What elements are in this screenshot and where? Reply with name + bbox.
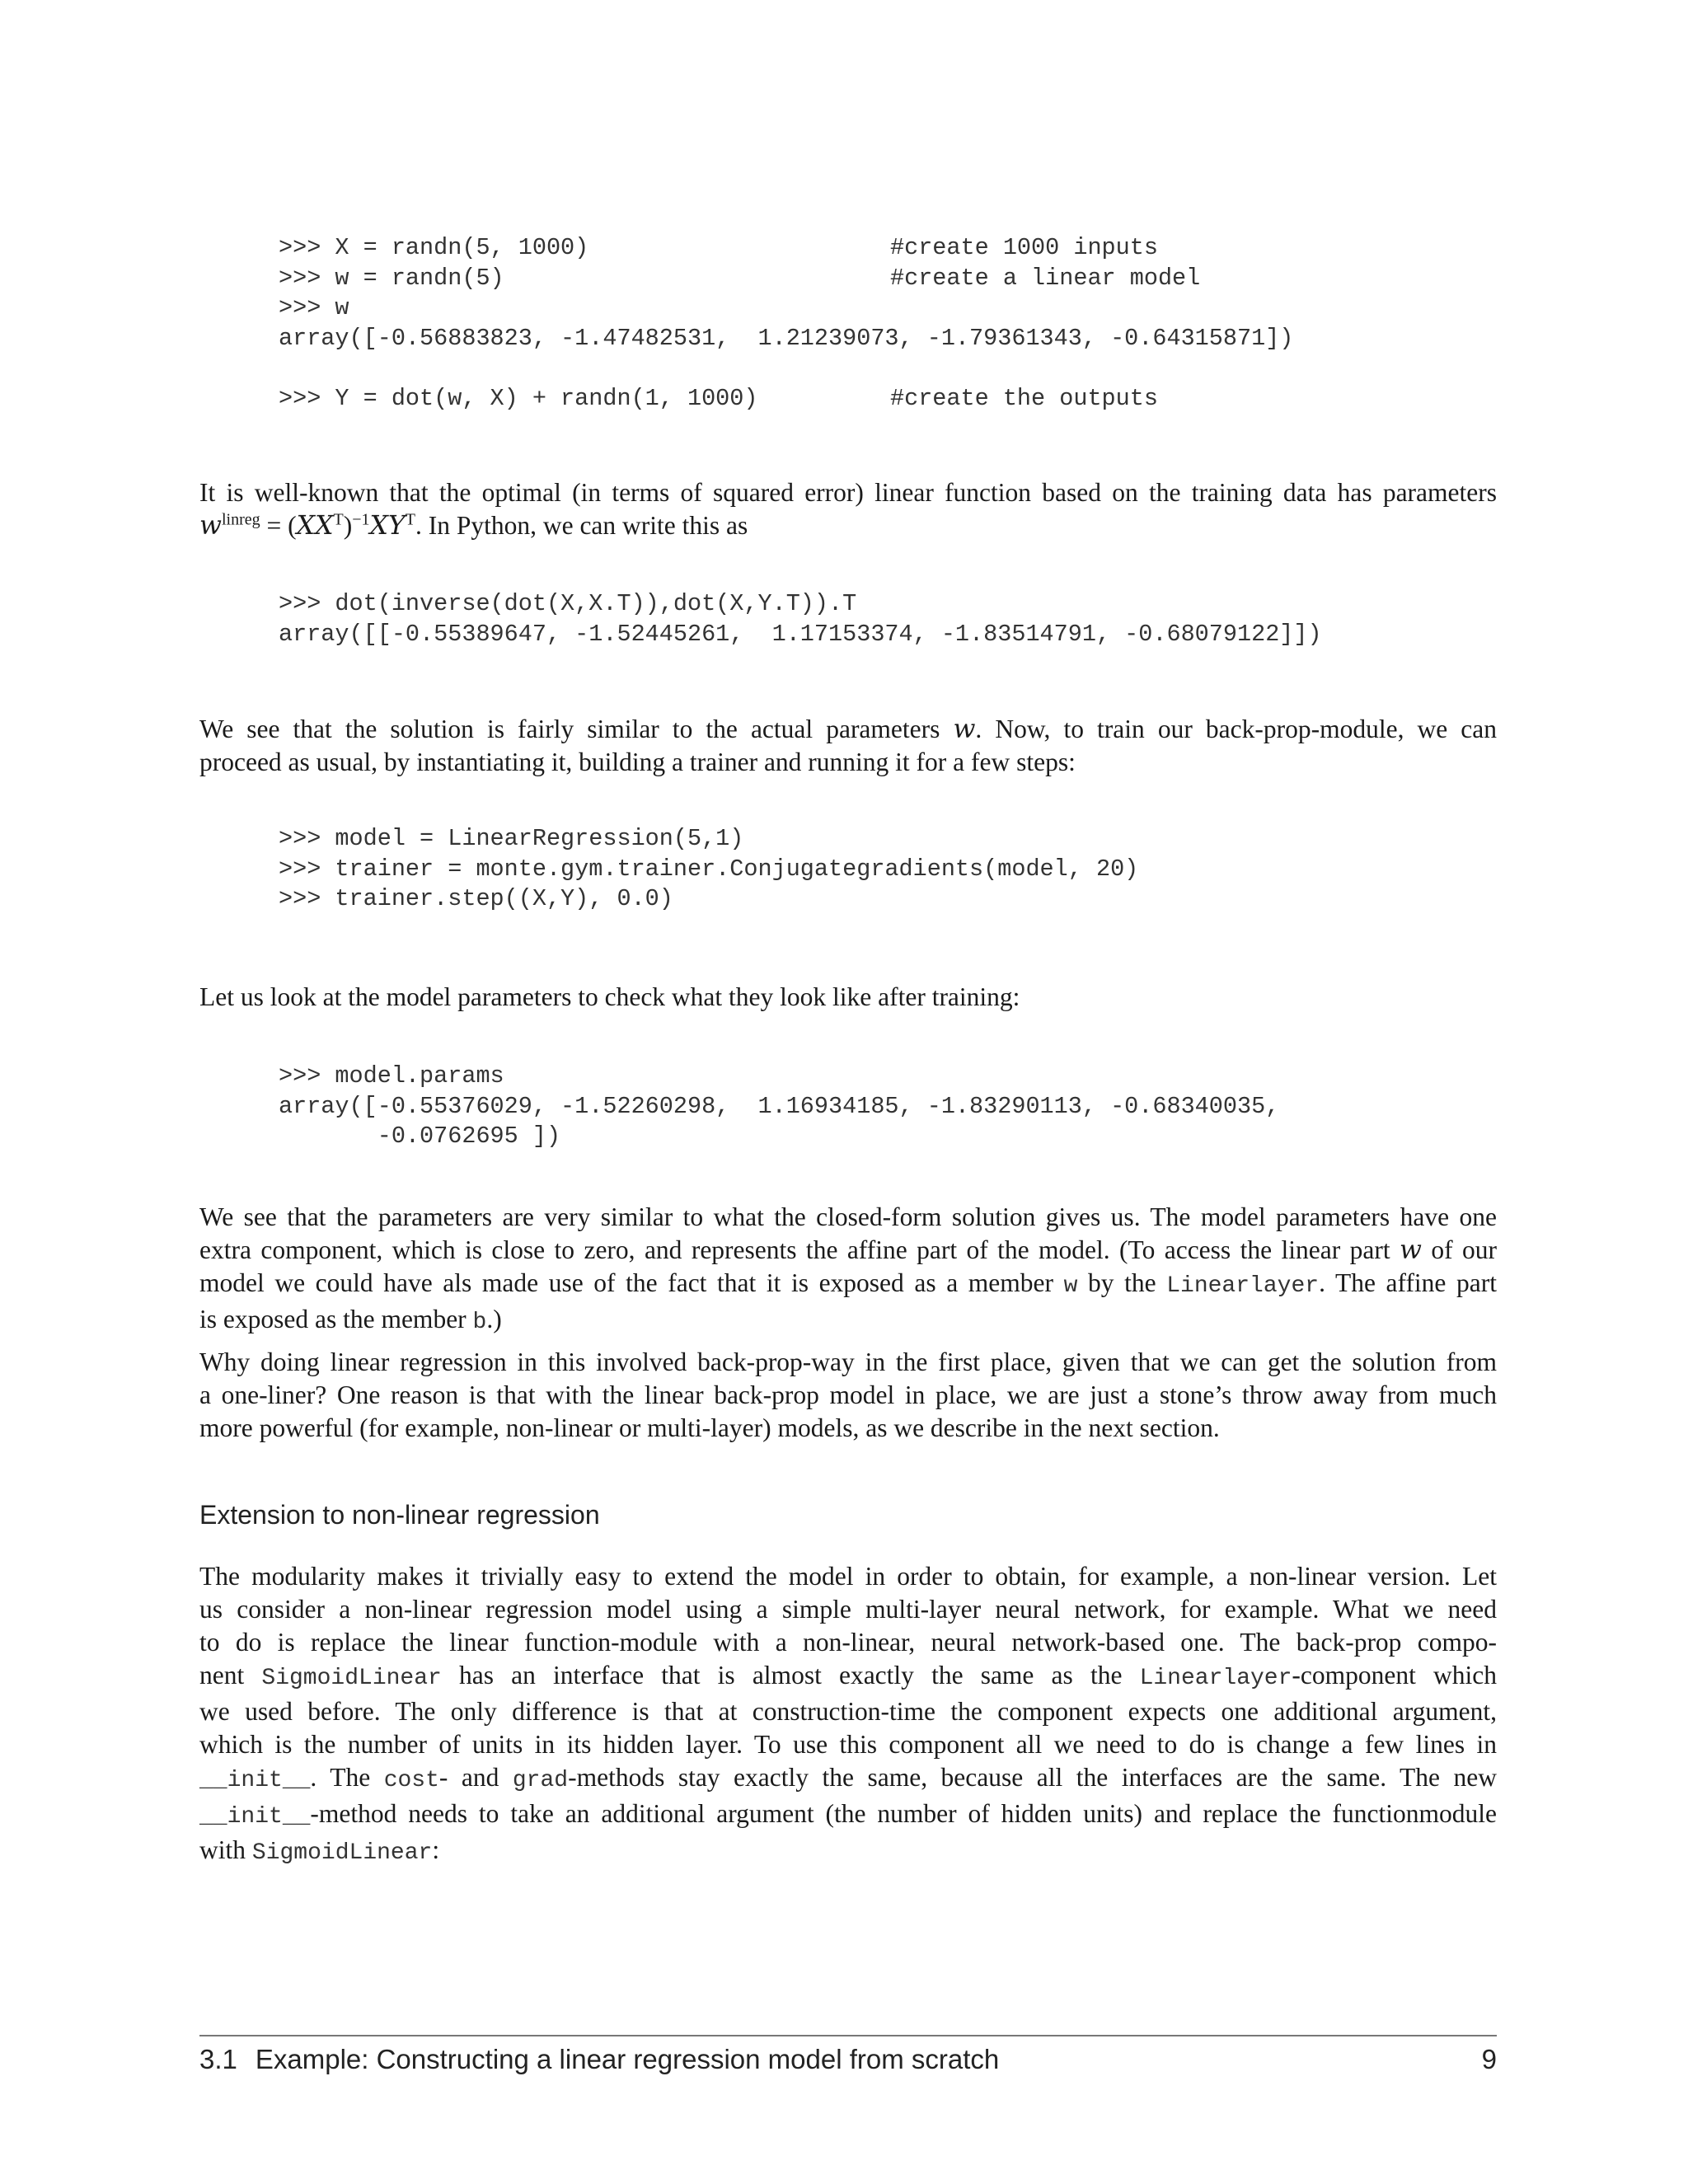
text-fragment: : bbox=[432, 1835, 440, 1864]
footer-section-title: Example: Constructing a linear regression model from scratch bbox=[255, 2044, 1000, 2074]
code-block-4 bbox=[279, 1062, 1279, 1152]
text-line: Why doing linear regression in this involved back-prop-way in the first place, given that we can get the solution from bbox=[199, 1347, 1497, 1376]
text-fragment: We see that the solution is fairly similar to the actual parameters bbox=[199, 715, 954, 743]
code-text: array([-0.56883823, -1.47482531, 1.21239073, -1.79361343, -0.64315871]) bbox=[279, 324, 1294, 352]
code-line: >>> model.params bbox=[279, 1062, 504, 1090]
text-line: Let us look at the model parameters to check what they look like after training: bbox=[199, 982, 1020, 1011]
paragraph-solution-similar bbox=[199, 713, 1497, 779]
text-fragment: -methods stay exactly the same, because all the interfaces are the same. The new bbox=[568, 1763, 1497, 1792]
math-inverse: −1 bbox=[352, 510, 370, 529]
text-fragment: . Now, to train our back-prop-module, we can bbox=[975, 715, 1498, 743]
inline-code: grad bbox=[512, 1768, 569, 1793]
math-sup-linreg: linreg bbox=[221, 510, 260, 529]
code-line: >>> dot(inverse(dot(X,X.T)),dot(X,Y.T)).T bbox=[279, 590, 857, 617]
text-line bbox=[199, 1303, 1497, 1339]
text-fragment: by the bbox=[1077, 1268, 1167, 1297]
math-var-w: w bbox=[953, 715, 976, 744]
text-line: which is the number of units in its hidden layer. To use this component all we need to do is change a few lines in bbox=[199, 1730, 1497, 1759]
inline-code: Linearlayer bbox=[1139, 1666, 1292, 1691]
code-text: >>> X = randn(5, 1000) bbox=[279, 234, 589, 261]
code-line: >>> trainer = monte.gym.trainer.Conjugategradients(model, 20) bbox=[279, 855, 1139, 883]
text-fragment: has an interface that is almost exactly the same as the bbox=[441, 1661, 1140, 1690]
code-line bbox=[279, 293, 1293, 324]
code-comment: #create a linear model bbox=[890, 264, 1201, 292]
paragraph-closed-form bbox=[199, 1201, 1497, 1339]
code-line bbox=[279, 384, 1293, 415]
text-fragment: nent bbox=[199, 1661, 262, 1690]
text-fragment: .) bbox=[486, 1305, 502, 1333]
text-line: us consider a non-linear regression model using a simple multi-layer neural network, for example. What we need bbox=[199, 1595, 1497, 1624]
math-var-w: w bbox=[199, 511, 222, 541]
inline-code: Linearlayer bbox=[1166, 1273, 1320, 1299]
code-comment: #create the outputs bbox=[890, 384, 1158, 412]
text-line: It is well-known that the optimal (in terms of squared error) linear function based on the training data has parameters bbox=[199, 478, 1497, 507]
inline-code: __init__ bbox=[199, 1768, 311, 1793]
text-line bbox=[199, 1659, 1497, 1695]
text-line bbox=[199, 509, 1497, 542]
subsection-heading: Extension to non-linear regression bbox=[199, 1500, 600, 1530]
footer-section-number: 3.1 bbox=[199, 2044, 237, 2074]
inline-code: SigmoidLinear bbox=[251, 1840, 433, 1866]
text-line: proceed as usual, by instantiating it, building a trainer and running it for a few steps: bbox=[199, 748, 1076, 776]
math-transpose: T bbox=[405, 510, 415, 529]
code-block-3 bbox=[279, 824, 1138, 915]
inline-code: __init__ bbox=[199, 1804, 311, 1830]
code-line: >>> trainer.step((X,Y), 0.0) bbox=[279, 885, 673, 912]
text-line bbox=[199, 1761, 1497, 1797]
code-line bbox=[279, 233, 1293, 264]
text-fragment: . The bbox=[310, 1763, 384, 1792]
text-line: The modularity makes it trivially easy to extend the model in order to obtain, for example, a non-linear version. Let bbox=[199, 1562, 1497, 1591]
inline-code: SigmoidLinear bbox=[261, 1666, 442, 1691]
math-text: = ( bbox=[260, 511, 297, 540]
text-fragment: - and bbox=[438, 1763, 513, 1792]
text-line bbox=[199, 1234, 1497, 1267]
code-comment: #create 1000 inputs bbox=[890, 234, 1158, 261]
code-line: array([[-0.55389647, -1.52445261, 1.17153374, -1.83514791, -0.68079122]]) bbox=[279, 620, 1322, 648]
inline-code: w bbox=[1063, 1273, 1078, 1299]
text-fragment: of our bbox=[1421, 1235, 1497, 1264]
paragraph-why-backprop bbox=[199, 1346, 1497, 1445]
code-line bbox=[279, 324, 1293, 354]
text-fragment: model we could have als made use of the fact that it is exposed as a member bbox=[199, 1268, 1064, 1297]
code-text: >>> w bbox=[279, 294, 349, 321]
text-fragment: . The affine part bbox=[1319, 1268, 1497, 1297]
footer-section bbox=[199, 2044, 999, 2075]
math-transpose: T bbox=[333, 510, 344, 529]
text-line bbox=[199, 1797, 1497, 1834]
inline-code: cost bbox=[383, 1768, 439, 1793]
text-line: to do is replace the linear function-module with a non-linear, neural network-based one. The back-prop compo- bbox=[199, 1628, 1497, 1657]
page-number: 9 bbox=[1481, 2044, 1497, 2074]
text-line bbox=[199, 713, 1497, 746]
code-line bbox=[279, 264, 1293, 294]
paragraph-look-params bbox=[199, 981, 1497, 1014]
text-line: We see that the parameters are very similar to what the closed-form solution gives us. The model parameters have one bbox=[199, 1202, 1497, 1231]
math-var-xy: XY bbox=[369, 511, 406, 541]
text-fragment: extra component, which is close to zero, and represents the affine part of the model. (To access the linear part bbox=[199, 1235, 1400, 1264]
inline-code: b bbox=[472, 1310, 487, 1335]
text-line bbox=[199, 1834, 1497, 1870]
code-line: >>> model = LinearRegression(5,1) bbox=[279, 825, 744, 852]
code-line: array([-0.55376029, -1.52260298, 1.16934185, -1.83290113, -0.68340035, bbox=[279, 1092, 1280, 1120]
math-var-w: w bbox=[1399, 1235, 1422, 1265]
text-fragment: -method needs to take an additional argument (the number of hidden units) and replace the functionmodule bbox=[310, 1799, 1497, 1828]
text-fragment: is exposed as the member bbox=[199, 1305, 473, 1333]
text-line: a one-liner? One reason is that with the linear back-prop model in place, we are just a stone’s throw away from much bbox=[199, 1380, 1497, 1409]
text-fragment: with bbox=[199, 1835, 252, 1864]
code-text: >>> Y = dot(w, X) + randn(1, 1000) bbox=[279, 384, 758, 412]
text-line bbox=[199, 1267, 1497, 1303]
text-line: more powerful (for example, non-linear or multi-layer) models, as we describe in the next section. bbox=[199, 1413, 1220, 1442]
code-block-2 bbox=[279, 589, 1322, 649]
math-text: ) bbox=[343, 511, 353, 540]
paragraph-optimal-linear bbox=[199, 476, 1497, 542]
footer-rule bbox=[199, 2035, 1497, 2036]
text-fragment: . In Python, we can write this as bbox=[415, 511, 748, 540]
paragraph-modularity bbox=[199, 1560, 1497, 1870]
code-line: -0.0762695 ]) bbox=[279, 1122, 561, 1150]
text-line: we used before. The only difference is that at construction-time the component expects one additional argument, bbox=[199, 1697, 1497, 1726]
code-line bbox=[279, 354, 1293, 384]
code-block-1 bbox=[279, 233, 1293, 414]
text-fragment: -component which bbox=[1292, 1661, 1498, 1690]
code-text: >>> w = randn(5) bbox=[279, 264, 504, 292]
math-var-xx: XX bbox=[296, 511, 334, 541]
